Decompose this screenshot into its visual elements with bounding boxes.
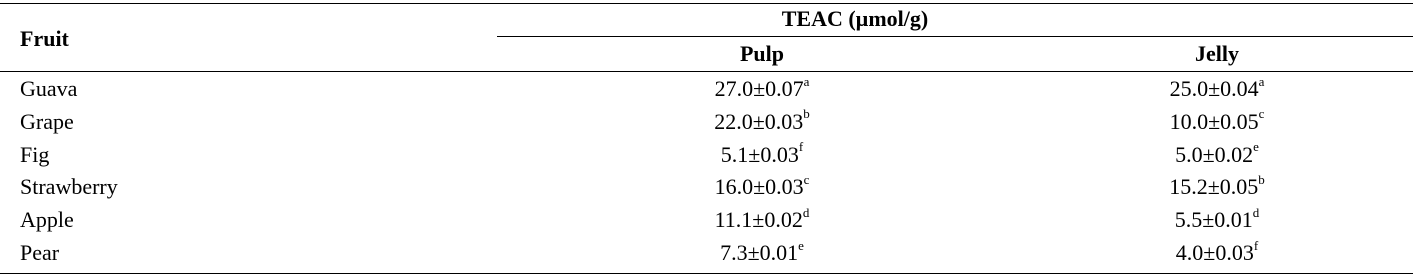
pulp-cell-value: 7.3±0.01: [720, 240, 799, 265]
jelly-cell-value: 5.5±0.01: [1174, 207, 1253, 233]
pulp-cell-value: 22.0±0.03: [714, 108, 804, 134]
jelly-cell: [1097, 139, 1337, 168]
pulp-cell: [642, 139, 882, 168]
pulp-cell-superscript: c: [803, 172, 810, 188]
pulp-cell-value: 11.1±0.02: [714, 207, 803, 233]
jelly-cell-superscript: b: [1258, 172, 1265, 188]
top-rule: [0, 3, 1413, 4]
jelly-cell-value: 4.0±0.03: [1175, 240, 1254, 265]
fruit-cell: Guava: [20, 76, 78, 101]
fruit-cell: Pear: [20, 240, 60, 265]
pulp-cell-superscript: f: [798, 139, 804, 155]
pulp-cell-value: 5.1±0.03: [720, 141, 799, 167]
pulp-cell-superscript: a: [803, 73, 810, 89]
pulp-cell: [642, 174, 882, 200]
jelly-cell-superscript: e: [1253, 139, 1259, 155]
jelly-cell: [1097, 237, 1337, 266]
fruit-cell: Fig: [20, 141, 50, 167]
header-bottom-rule: [0, 71, 1413, 72]
pulp-cell: [642, 237, 882, 266]
jelly-cell-value: 5.0±0.02: [1175, 141, 1254, 167]
fruit-cell: Grape: [20, 108, 74, 134]
pulp-cell-value: 27.0±0.07: [714, 76, 804, 101]
jelly-cell-value: 10.0±0.05: [1169, 108, 1259, 134]
pulp-cell-superscript: e: [798, 237, 804, 253]
pulp-cell: [642, 73, 882, 102]
jelly-cell-value: 25.0±0.04: [1169, 76, 1259, 101]
pulp-cell: [642, 204, 882, 233]
header-pulp: Pulp: [739, 41, 785, 66]
header-jelly: Jelly: [1195, 41, 1239, 66]
jelly-cell-superscript: a: [1258, 73, 1265, 89]
pulp-cell: [642, 106, 882, 135]
fruit-cell: Apple: [20, 207, 74, 233]
group-underline: [497, 36, 1413, 37]
pulp-cell-superscript: d: [802, 204, 810, 220]
jelly-cell: [1097, 174, 1337, 200]
pulp-cell-superscript: b: [803, 106, 810, 122]
jelly-cell-superscript: c: [1258, 106, 1265, 122]
jelly-cell-superscript: d: [1252, 204, 1260, 220]
jelly-cell-superscript: f: [1253, 237, 1259, 253]
fruit-cell: Strawberry: [20, 174, 118, 200]
jelly-cell: [1097, 106, 1337, 135]
bottom-rule: [0, 273, 1413, 274]
jelly-cell: [1097, 204, 1337, 233]
pulp-cell-value: 16.0±0.03: [714, 174, 804, 200]
jelly-cell: [1097, 73, 1337, 102]
header-fruit: Fruit: [20, 26, 69, 51]
header-teac-group: TEAC (µmol/g): [781, 6, 929, 31]
jelly-cell-value: 15.2±0.05: [1169, 174, 1259, 200]
